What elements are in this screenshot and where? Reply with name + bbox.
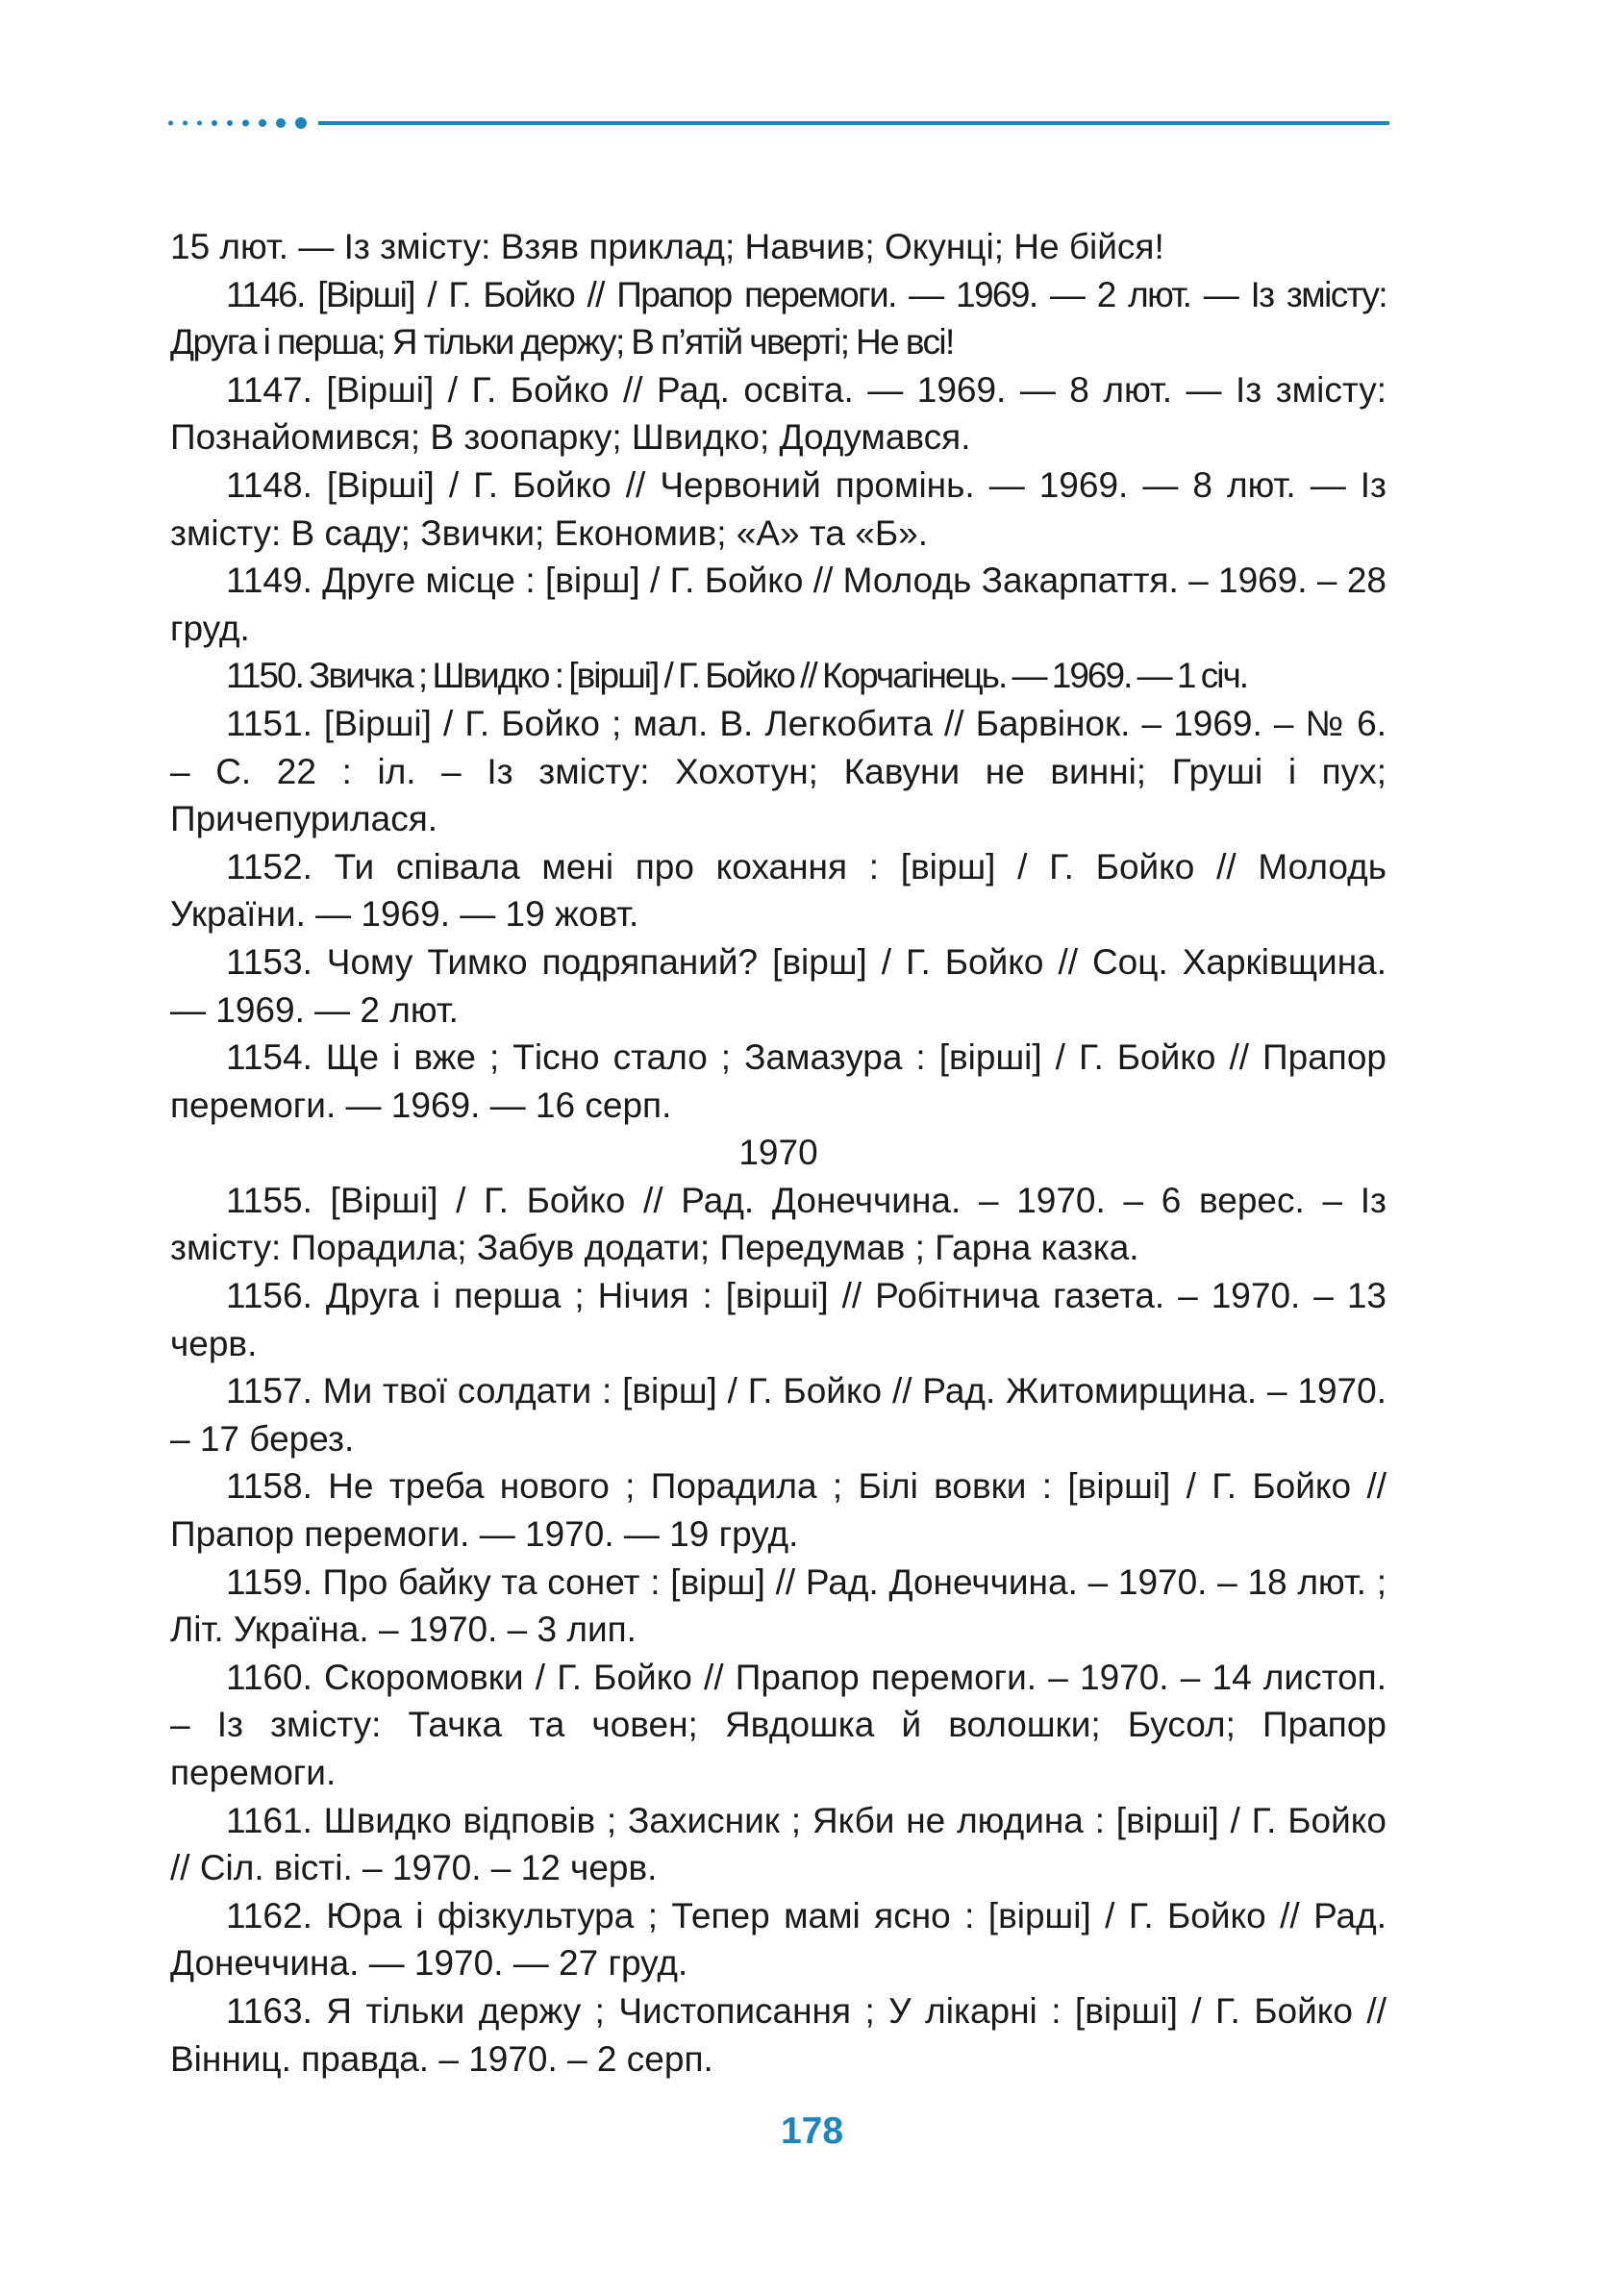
header-dot — [276, 118, 286, 128]
bibliography-entry: 1159. Про байку та сонет : [вірш] // Рад. Донеччина. – 1970. – 18 лют. ; Літ. Україна. – 1970. – 3 лип. — [170, 1561, 1387, 1650]
header-dot — [168, 121, 173, 126]
header-rule — [168, 116, 1389, 130]
bibliography-entry: 1162. Юра і фізкультура ; Тепер мамі ясно : [вірші] / Г. Бойко // Рад. Донеччина. — 1970. — 27 груд. — [170, 1895, 1387, 1984]
page-number: 178 — [780, 2110, 844, 2152]
bibliography-entry: 1146. [Вірші] / Г. Бойко // Прапор перемоги. — 1969. — 2 лют. — Із змісту: Друга і перша; Я тільки держу; В п’ятій чверті; Не всі! — [170, 274, 1387, 362]
year-heading: 1970 — [738, 1133, 818, 1173]
bibliography-entry: 1156. Друга і перша ; Нічия : [вірші] // Робітнича газета. – 1970. – 13 черв. — [170, 1276, 1387, 1363]
bibliography-entry: 1149. Друге місце : [вірш] / Г. Бойко // Молодь Закарпаття. – 1969. – 28 груд. — [170, 561, 1387, 648]
bibliography-entry: 1155. [Вірші] / Г. Бойко // Рад. Донеччина. – 1970. – 6 верес. – Із змісту: Порадила; Забув додати; Передумав ; Гарна казка. — [170, 1180, 1387, 1268]
header-dot — [295, 117, 307, 129]
bibliography-entry: 1163. Я тільки держу ; Чистописання ; У лікарні : [вірші] / Г. Бойко // Вінниц. правда. – 1970. – 2 серп. — [170, 1990, 1387, 2079]
header-dot — [183, 121, 187, 126]
bibliography-entry: 1160. Скоромовки / Г. Бойко // Прапор перемоги. – 1970. – 14 листоп. – Із змісту: Тачка та човен; Явдошка й волошки; Бусол; Прапор перемоги. — [170, 1657, 1387, 1792]
bibliography-entry: 1154. Ще і вже ; Тісно стало ; Замазура : [вірші] / Г. Бойко // Прапор перемоги. — 1969. — 16 серп. — [170, 1037, 1387, 1125]
bibliography-entry: 1153. Чому Тимко подряпаний? [вірш] / Г. Бойко // Соц. Харківщина. — 1969. — 2 лют. — [170, 941, 1387, 1030]
entries-1970 — [170, 1177, 1387, 2083]
bibliography-entry: 1150. Звичка ; Швидко : [вірші] / Г. Бойко // Корчагінець. — 1969. — 1 січ. — [226, 656, 1248, 696]
bibliography-entry: 1161. Швидко відповів ; Захисник ; Якби не людина : [вірші] / Г. Бойко // Сіл. вісті. – 1970. – 12 черв. — [170, 1800, 1387, 1888]
header-dot — [227, 120, 233, 126]
bibliography-entry: 1148. [Вірші] / Г. Бойко // Червоний промінь. — 1969. — 8 лют. — Із змісту: В саду; Звички; Економив; «А» та «Б». — [170, 464, 1387, 553]
header-dots — [168, 116, 312, 130]
bibliography-entry: 15 лют. — Із змісту: Взяв приклад; Навчив; Окунці; Не бійся! — [170, 227, 1164, 266]
header-line — [318, 121, 1389, 125]
bibliography-content — [170, 223, 1387, 2083]
bibliography-entry: 1151. [Вірші] / Г. Бойко ; мал. В. Легкобита // Барвінок. – 1969. – № 6. – С. 22 : іл. – Із змісту: Хохотун; Кавуни не винні; Груші і пух; Причепурилася. — [170, 703, 1387, 839]
bibliography-entry: 1157. Ми твої солдати : [вірш] / Г. Бойко // Рад. Житомирщина. – 1970. – 17 берез. — [170, 1371, 1387, 1459]
bibliography-entry: 1147. [Вірші] / Г. Бойко // Рад. освіта. — 1969. — 8 лют. — Із змісту: Познайомився; В зоопарку; Швидко; Додумався. — [170, 369, 1387, 458]
entries-1969 — [170, 223, 1387, 1129]
bibliography-entry: 1158. Не треба нового ; Порадила ; Білі вовки : [вірші] / Г. Бойко // Прапор перемоги. — 1970. — 19 груд. — [170, 1466, 1387, 1555]
bibliography-entry: 1152. Ти співала мені про кохання : [вірш] / Г. Бойко // Молодь України. — 1969. — 19 жовт. — [170, 846, 1387, 935]
header-dot — [212, 120, 217, 126]
header-dot — [197, 121, 202, 126]
header-dot — [242, 120, 249, 127]
header-dot — [259, 119, 266, 127]
